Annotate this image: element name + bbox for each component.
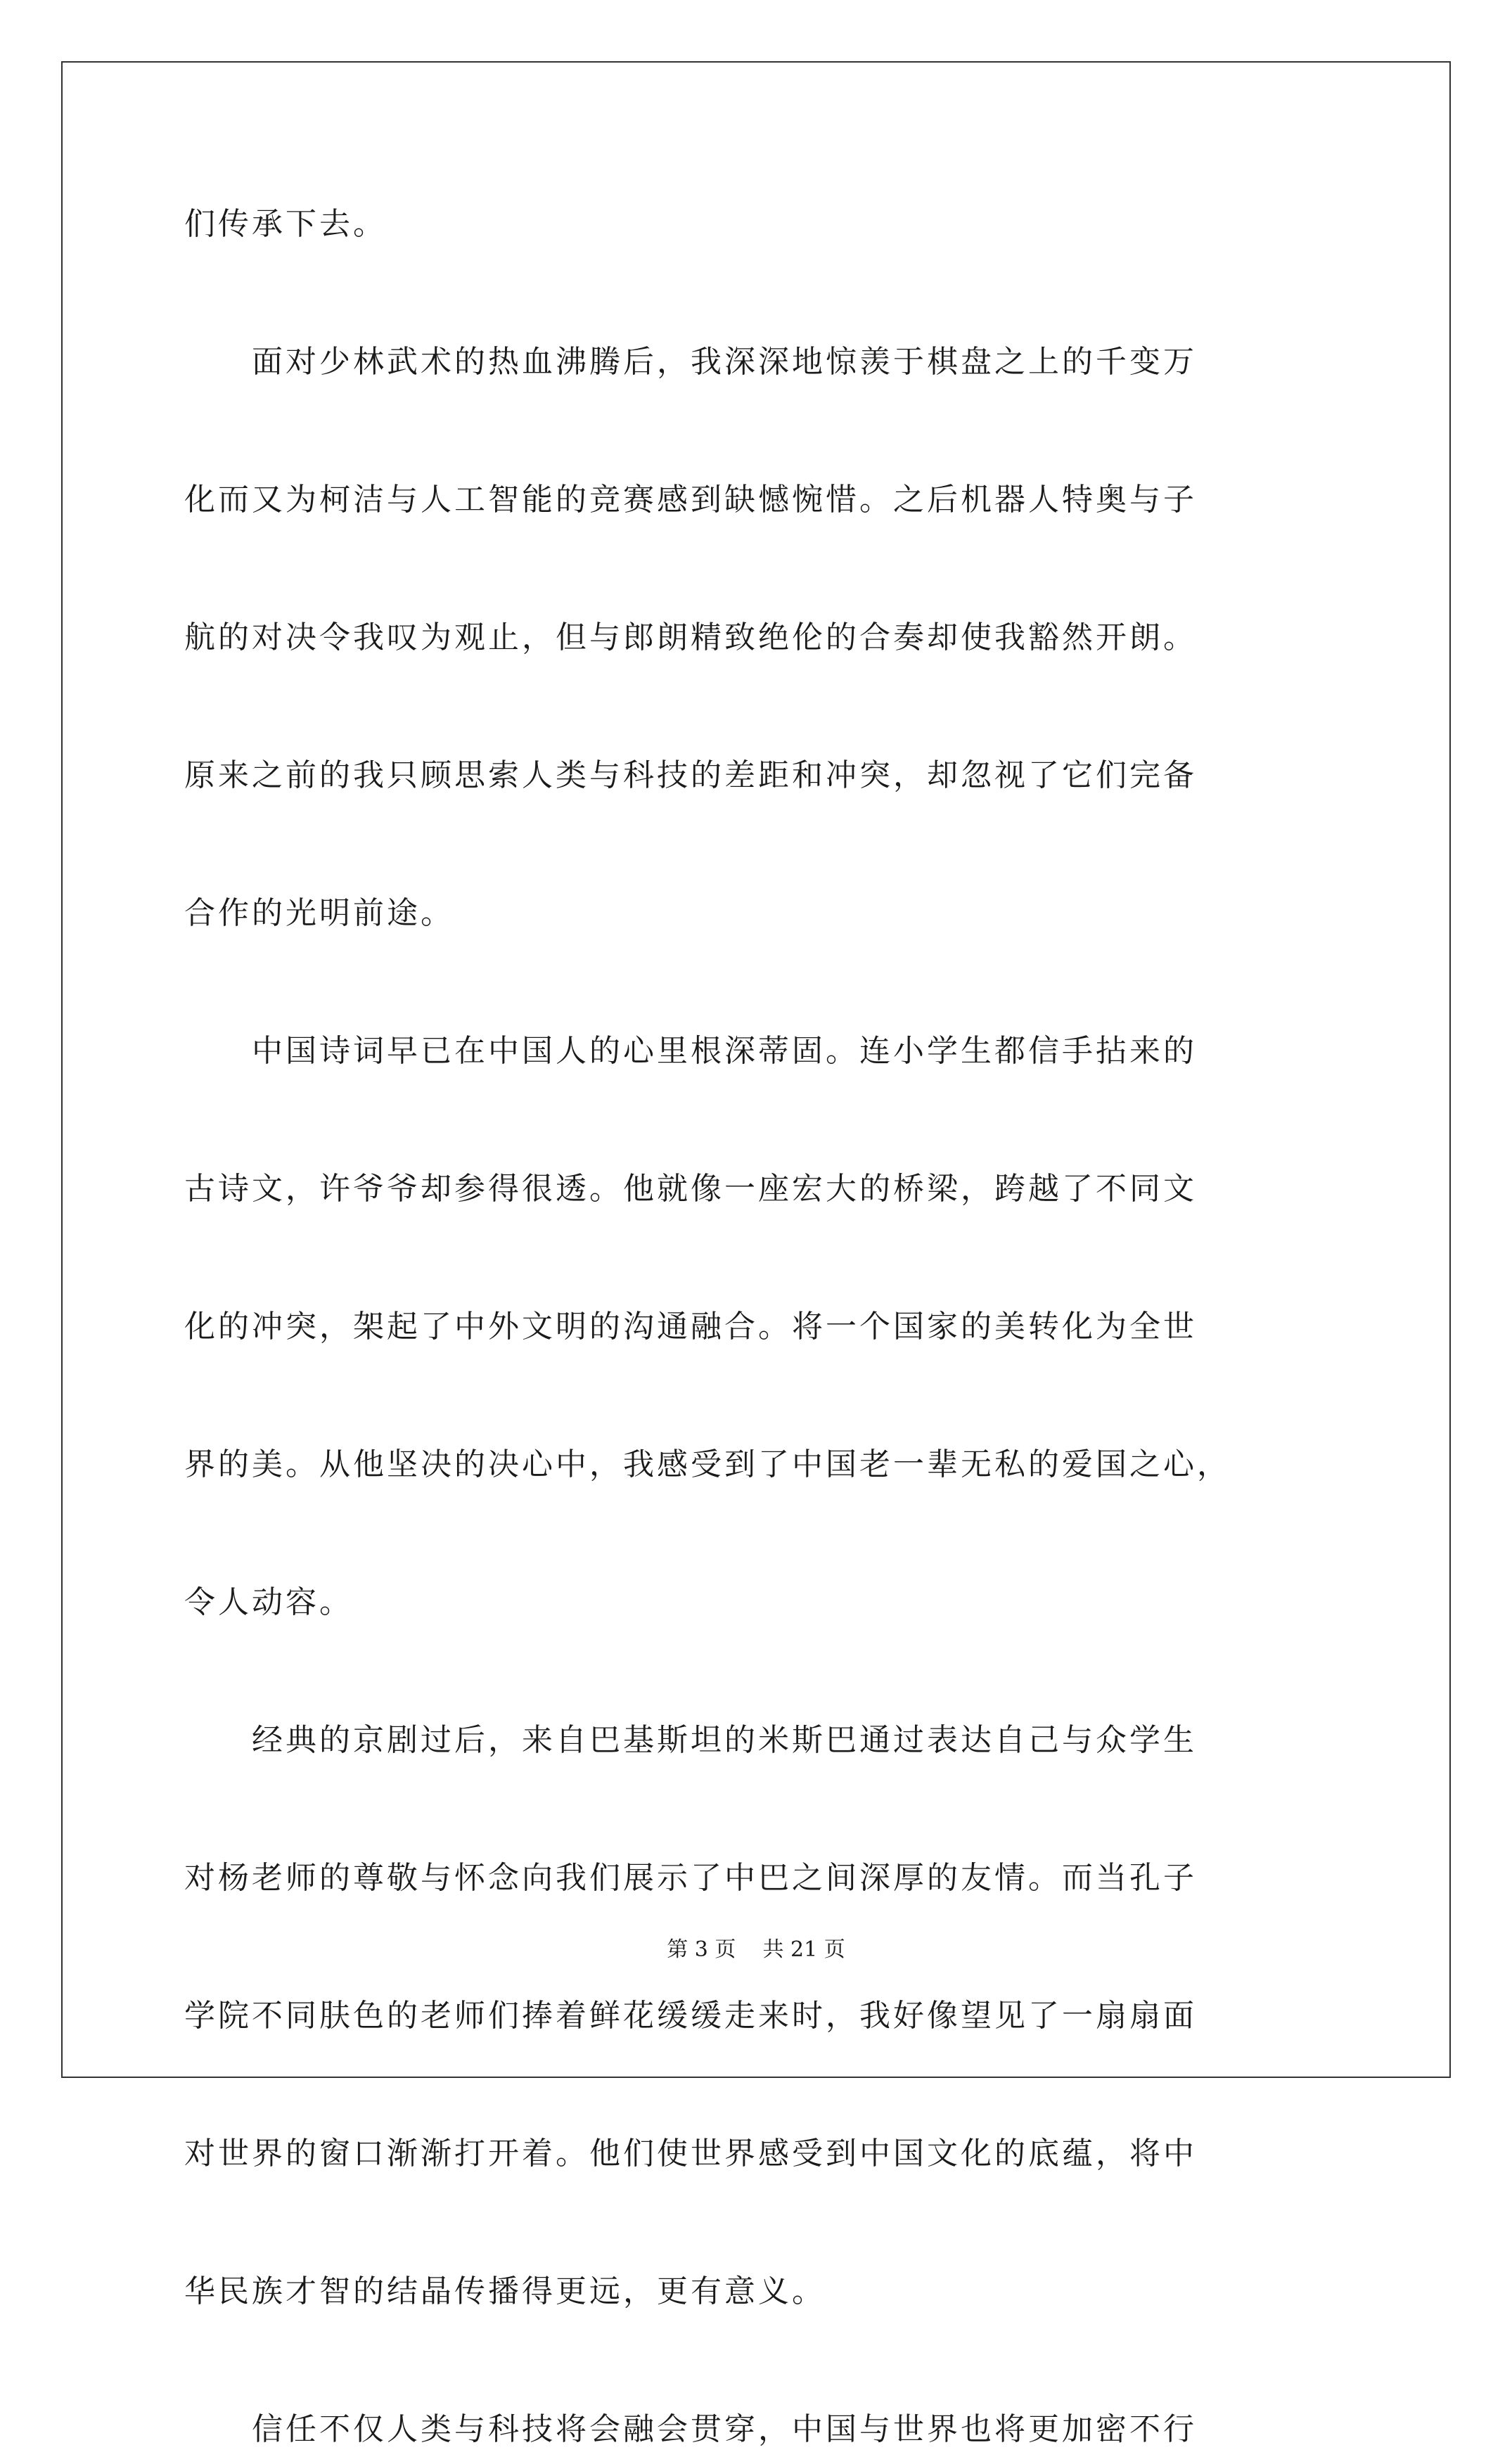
text-line: 经典的京剧过后，来自巴基斯坦的米斯巴通过表达自己与众学生 [184, 1722, 1197, 1758]
text-line [184, 948, 1338, 1017]
text-line [184, 1499, 1338, 1568]
text-line: 对杨老师的尊敬与怀念向我们展示了中巴之间深厚的友情。而当孔子 [184, 1860, 1197, 1896]
text-line [184, 672, 1338, 741]
text-line: 令人动容。 [184, 1584, 353, 1620]
text-line [184, 534, 1338, 603]
text-line: 信任不仅人类与科技将会融会贯穿，中国与世界也将更加密不行 [184, 2411, 1197, 2447]
text-line [184, 1637, 1338, 1706]
text-line: 华民族才智的结晶传播得更远，更有意义。 [184, 2273, 826, 2309]
text-line [184, 1775, 1338, 1844]
text-line [184, 1086, 1338, 1155]
text-line: 合作的光明前途。 [184, 895, 454, 931]
text-line: 学院不同肤色的老师们捧着鲜花缓缓走来时，我好像望见了一扇扇面 [184, 1998, 1197, 2034]
text-line [184, 1224, 1338, 1292]
text-line [184, 1361, 1338, 1430]
text-line: 原来之前的我只顾思索人类与科技的差距和冲突，却忽视了它们完备 [184, 757, 1197, 793]
text-line: 面对少林武术的热血沸腾后，我深深地惊羡于棋盘之上的千变万 [184, 344, 1197, 380]
text-line: 对世界的窗口渐渐打开着。他们使世界感受到中国文化的底蕴，将中 [184, 2136, 1197, 2171]
text-line: 化而又为柯洁与人工智能的竞赛感到缺憾惋惜。之后机器人特奥与子 [184, 482, 1197, 518]
text-line: 们传承下去。 [184, 206, 387, 242]
text-line [184, 2051, 1338, 2119]
page-footer: 第 3 页 共 21 页 [667, 1937, 845, 1962]
document-body [184, 190, 1338, 2464]
text-line [184, 2188, 1338, 2257]
text-line: 古诗文，许爷爷却参得很透。他就像一座宏大的桥梁，跨越了不同文 [184, 1171, 1197, 1207]
text-line [184, 2326, 1338, 2395]
text-line: 界的美。从他坚决的决心中，我感受到了中国老一辈无私的爱国之心， [184, 1446, 1231, 1482]
text-line: 化的冲突，架起了中外文明的沟通融合。将一个国家的美转化为全世 [184, 1309, 1197, 1345]
text-line [184, 810, 1338, 879]
text-line: 中国诗词早已在中国人的心里根深蒂固。连小学生都信手拈来的 [184, 1033, 1197, 1069]
text-line [184, 397, 1338, 466]
text-line [184, 259, 1338, 328]
text-line: 航的对决令我叹为观止，但与郎朗精致绝伦的合奏却使我豁然开朗。 [184, 620, 1197, 655]
